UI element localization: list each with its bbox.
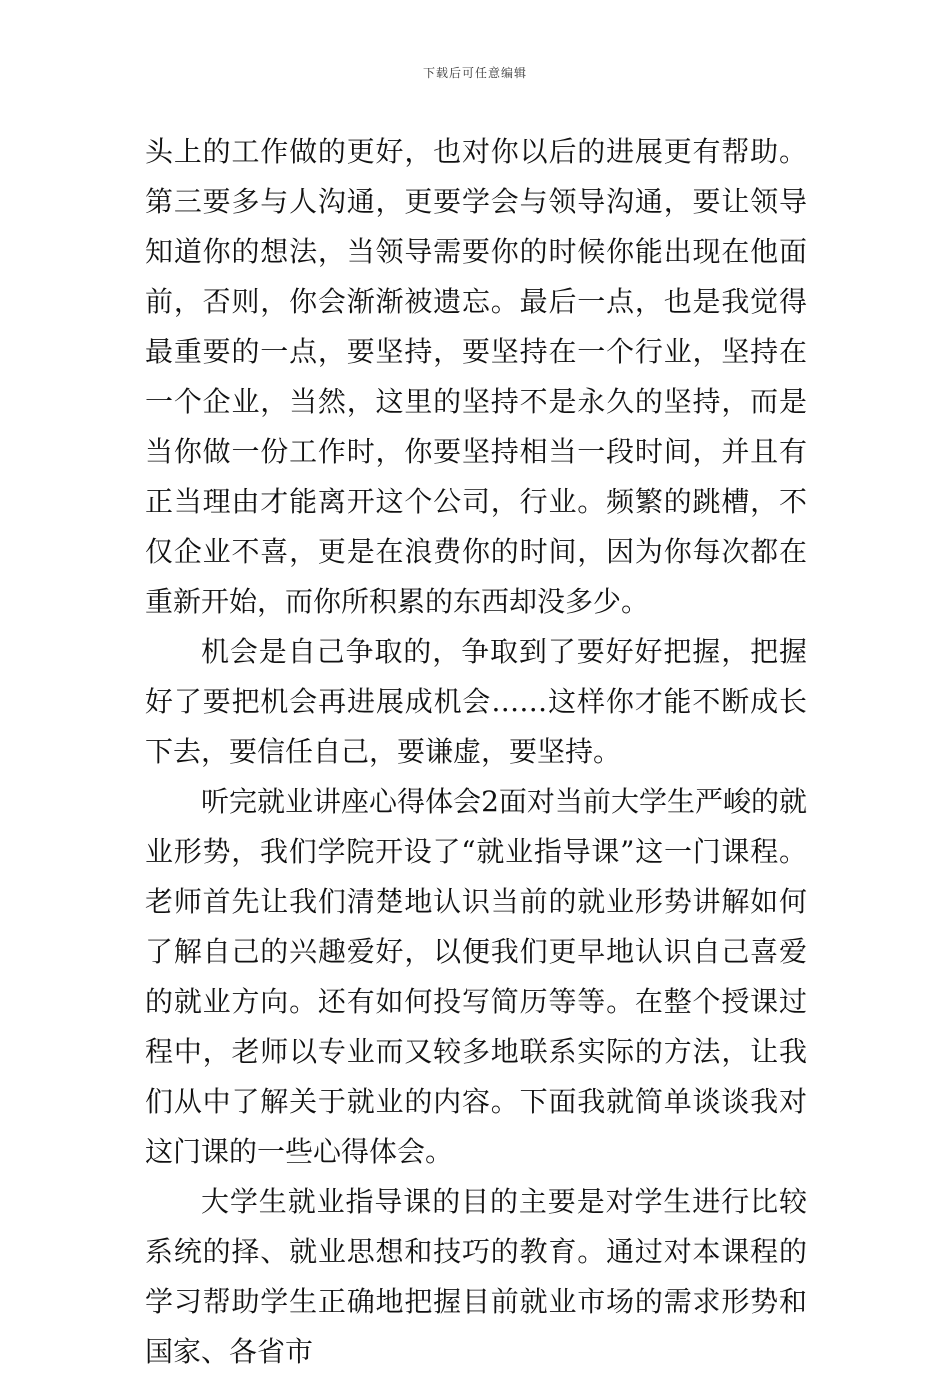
page-header: 下载后可任意编辑	[422, 66, 527, 80]
paragraph-3: 听完就业讲座心得体会2面对当前大学生严峻的就业形势，我们学院开设了“就业指导课”这一门课程。老师首先让我们清楚地认识当前的就业形势讲解如何了解自己的兴趣爱好，以便我们更早地认识自己喜爱的就业方向。还有如何投写简历等等。在整个授课过程中，老师以专业而又较多地联系实际的方法，让我们从中了解关于就业的内容。下面我就简单谈谈我对这门课的一些心得体会。	[145, 785, 807, 1168]
paragraph-4: 大学生就业指导课的目的主要是对学生进行比较系统的择、就业思想和技巧的教育。通过对本课程的学习帮助学生正确地把握目前就业市场的需求形势和国家、各省市	[145, 1185, 807, 1368]
document-body	[145, 127, 807, 1377]
paragraph-1: 头上的工作做的更好，也对你以后的进展更有帮助。第三要多与人沟通，更要学会与领导沟通，要让领导知道你的想法，当领导需要你的时候你能出现在他面前，否则，你会渐渐被遗忘。最后一点，也是我觉得最重要的一点，要坚持，要坚持在一个行业，坚持在一个企业，当然，这里的坚持不是永久的坚持，而是当你做一份工作时，你要坚持相当一段时间，并且有正当理由才能离开这个公司，行业。频繁的跳槽，不仅企业不喜，更是在浪费你的时间，因为你每次都在重新开始，而你所积累的东西却没多少。	[145, 135, 807, 618]
paragraph-2: 机会是自己争取的，争取到了要好好把握，把握好了要把机会再进展成机会……这样你才能不断成长下去，要信任自己，要谦虚，要坚持。	[145, 635, 807, 768]
